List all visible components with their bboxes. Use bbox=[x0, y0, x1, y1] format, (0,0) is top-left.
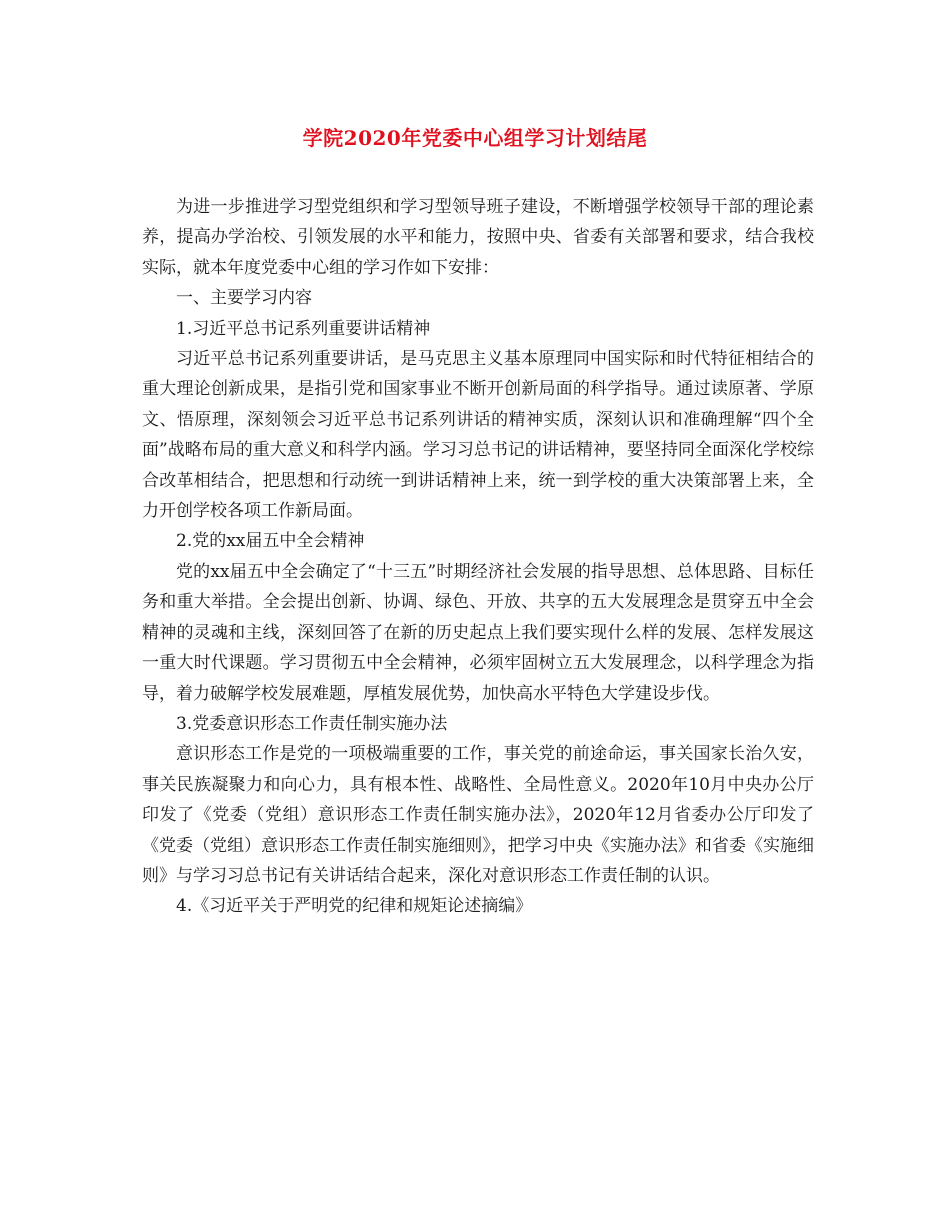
section-heading: 一、主要学习内容 bbox=[176, 288, 312, 309]
document-body bbox=[142, 192, 814, 922]
subsection-heading-4: 4.《习近平关于严明党的纪律和规矩论述摘编》 bbox=[176, 896, 533, 917]
subsection-heading-3: 3.党委意识形态工作责任制实施办法 bbox=[176, 713, 448, 734]
body-paragraph-2: 党的xx届五中全会确定了“十三五”时期经济社会发展的指导思想、总体思路、目标任务和重大举措。全会提出创新、协调、绿色、开放、共享的五大发展理念是贯穿五中全会精神的灵魂和主线，深刻回答了在新的历史起点上我们要实现什么样的发展、怎样发展这一重大时代课题。学习贯彻五中全会精神，必须牢固树立五大发展理念，以科学理念为指导，着力破解学校发展难题，厚植发展优势，加快高水平特色大学建设步伐。 bbox=[142, 561, 814, 704]
body-paragraph-1: 习近平总书记系列重要讲话，是马克思主义基本原理同中国实际和时代特征相结合的重大理论创新成果，是指引党和国家事业不断开创新局面的科学指导。通过读原著、学原文、悟原理，深刻领会习近平总书记系列讲话的精神实质，深刻认识和准确理解“四个全面”战略布局的重大意义和科学内涵。学习习总书记的讲话精神，要坚持同全面深化学校综合改革相结合，把思想和行动统一到讲话精神上来，统一到学校的重大决策部署上来，全力开创学校各项工作新局面。 bbox=[142, 349, 814, 522]
subsection-heading-2: 2.党的xx届五中全会精神 bbox=[176, 531, 365, 552]
document-title: 学院2020年党委中心组学习计划结尾 bbox=[302, 126, 648, 150]
intro-paragraph: 为进一步推进学习型党组织和学习型领导班子建设，不断增强学校领导干部的理论素养，提高办学治校、引领发展的水平和能力，按照中央、省委有关部署和要求，结合我校实际，就本年度党委中心组的学习作如下安排： bbox=[142, 197, 814, 278]
subsection-heading-1: 1.习近平总书记系列重要讲话精神 bbox=[176, 318, 431, 339]
body-paragraph-3: 意识形态工作是党的一项极端重要的工作，事关党的前途命运，事关国家长治久安，事关民族凝聚力和向心力，具有根本性、战略性、全局性意义。2020年10月中央办公厅印发了《党委（党组）意识形态工作责任制实施办法》，2020年12月省委办公厅印发了《党委（党组）意识形态工作责任制实施细则》，把学习中央《实施办法》和省委《实施细则》与学习习总书记有关讲话结合起来，深化对意识形态工作责任制的认识。 bbox=[142, 744, 814, 886]
